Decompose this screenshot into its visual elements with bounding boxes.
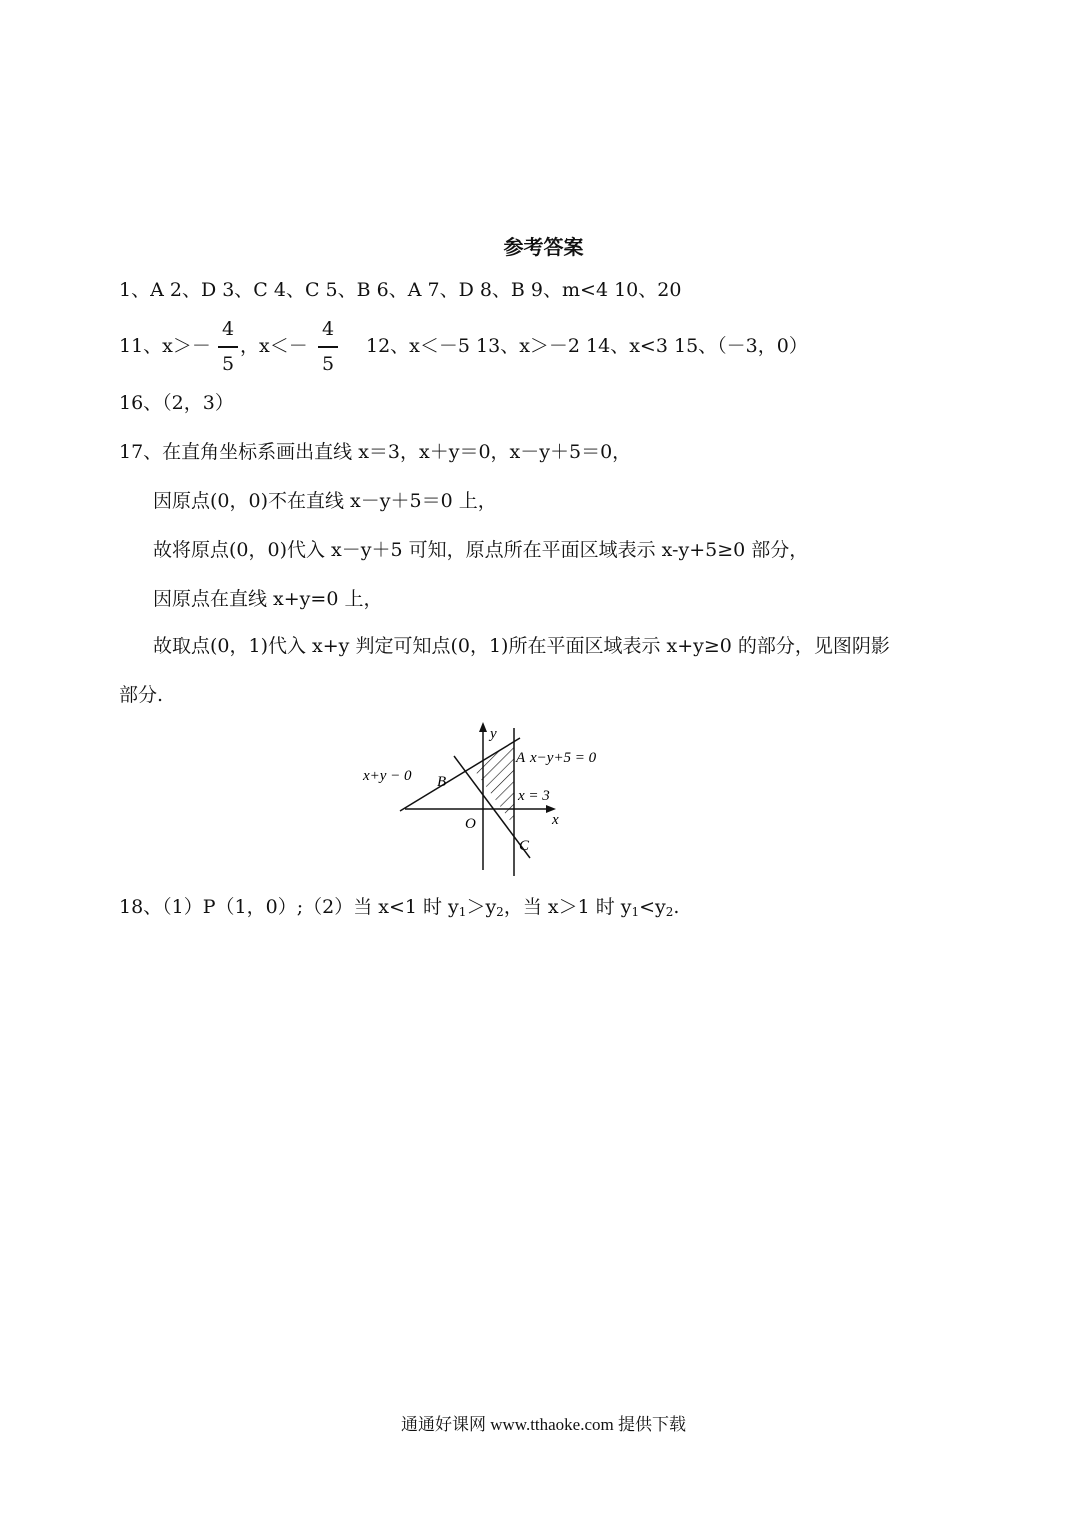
answer-18-part-c: ，当 x＞1 时 y: [503, 896, 632, 918]
subscript-4: 2: [665, 905, 674, 919]
answer-18-part-e: .: [673, 896, 680, 918]
fraction-2-numerator: 4: [321, 318, 335, 340]
subscript-1: 1: [458, 905, 467, 919]
subscript-3: 1: [631, 905, 640, 919]
fraction-1-denominator: 5: [221, 353, 235, 375]
subscript-2: 2: [496, 905, 504, 919]
equation-line-2: x+y − 0: [363, 768, 412, 784]
answer-11-part-a: 11、x＞－: [119, 335, 211, 357]
point-a-label: A: [516, 750, 526, 766]
fraction-2-denominator: 5: [321, 353, 335, 375]
footer-credit: 通通好课网 www.tthaoke.com 提供下载: [400, 1415, 687, 1434]
answer-17-line-2: 因原点(0，0)不在直线 x－y＋5＝0 上，: [153, 490, 497, 512]
answer-17-line-3: 故将原点(0，0)代入 x－y＋5 可知，原点所在平面区域表示 x-y+5≥0 部分，: [153, 539, 809, 561]
answer-17-line-6: 部分.: [119, 684, 164, 706]
answer-17-line-5: 故取点(0，1)代入 x+y 判定可知点(0，1)所在平面区域表示 x+y≥0 的部分，见图阴影: [153, 635, 890, 657]
answer-17-line-4: 因原点在直线 x+y=0 上，: [153, 588, 383, 610]
y-axis-arrow: [479, 722, 487, 732]
answer-16: 16、（2，3）: [119, 392, 234, 414]
answers-line-1: 1、A 2、D 3、C 4、C 5、B 6、A 7、D 8、B 9、m<4 10、20: [119, 279, 682, 301]
answers-12-15: 12、x＜－5 13、x＞－2 14、x<3 15、（－3，0）: [366, 335, 808, 357]
x-axis-label: x: [552, 812, 559, 828]
answer-18-part-d: <y: [639, 896, 666, 918]
answer-18: [119, 898, 679, 918]
y-axis-label: y: [490, 726, 497, 742]
point-b-label: B: [437, 774, 447, 790]
fraction-1-bar: [218, 346, 238, 348]
answer-17-line-1: 17、在直角坐标系画出直线 x＝3，x＋y＝0，x－y＋5＝0，: [119, 441, 632, 463]
answer-18-part-a: 18、（1）P（1，0）;（2）当 x<1 时 y: [119, 896, 459, 918]
fraction-2-bar: [318, 346, 338, 348]
region-figure: [360, 720, 650, 885]
equation-line-3: x = 3: [518, 788, 550, 804]
answer-11-part-b: ，x＜－: [240, 335, 308, 357]
answer-18-part-b: ＞y: [466, 896, 497, 918]
page-title: 参考答案: [503, 235, 584, 259]
origin-label: O: [465, 816, 476, 832]
equation-line-1: x−y+5 = 0: [530, 750, 597, 766]
fraction-1-numerator: 4: [221, 318, 235, 340]
point-c-label: C: [519, 838, 530, 854]
